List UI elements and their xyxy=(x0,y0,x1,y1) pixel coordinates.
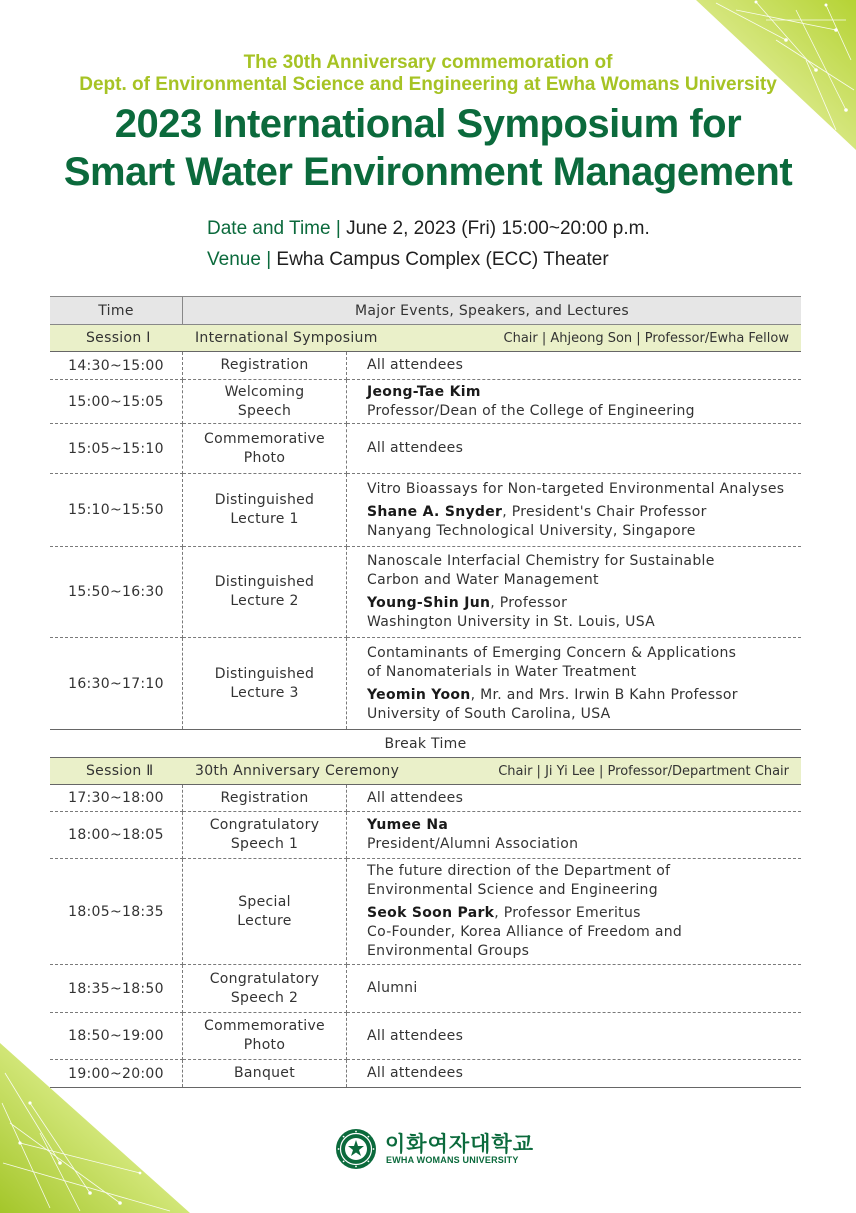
title-line-2: Smart Water Environment Management xyxy=(63,150,793,194)
speaker-name: Jeong-Tae Kim xyxy=(367,383,481,400)
time-cell: 18:05~18:35 xyxy=(50,859,183,965)
session-1-chair: Chair | Ahjeong Son | Professor/Ewha Fellow xyxy=(503,331,789,346)
speaker-affiliation: President/Alumni Association xyxy=(367,836,579,852)
session-2-row xyxy=(50,758,801,785)
session-1-name: International Symposium xyxy=(195,330,378,346)
speaker-name: Seok Soon Park xyxy=(367,905,495,921)
lecture-topic: of Nanomaterials in Water Treatment xyxy=(367,663,637,680)
event-cell: Banquet xyxy=(183,1060,347,1088)
speaker-name: Shane A. Snyder xyxy=(367,503,503,520)
time-cell: 14:30~15:00 xyxy=(50,352,183,380)
speaker-name: Yumee Na xyxy=(367,817,449,833)
speaker-line xyxy=(367,686,801,705)
time-cell: 15:05~15:10 xyxy=(50,424,183,474)
time-cell: 15:50~16:30 xyxy=(50,547,183,638)
event-cell xyxy=(183,424,347,474)
table-row xyxy=(50,812,801,859)
speaker-affiliation: Professor/Dean of the College of Engineering xyxy=(367,402,695,419)
event-line: Lecture xyxy=(237,912,292,929)
table-row xyxy=(50,785,801,812)
venue-separator: | xyxy=(266,249,272,270)
event-line: Distinguished xyxy=(214,492,315,508)
detail-cell xyxy=(347,859,802,965)
event-cell xyxy=(183,965,347,1013)
speaker-affiliation: University of South Carolina, USA xyxy=(367,705,611,722)
event-line: Speech xyxy=(237,402,292,419)
session-2-name: 30th Anniversary Ceremony xyxy=(195,763,400,779)
table-row xyxy=(50,352,801,380)
detail-cell: All attendees xyxy=(347,785,802,812)
event-cell xyxy=(183,380,347,424)
event-line: Commemorative xyxy=(204,430,325,447)
time-cell: 18:35~18:50 xyxy=(50,965,183,1013)
date-label: Date and Time xyxy=(207,218,331,239)
symposium-title xyxy=(0,100,856,196)
venue-value: Ewha Campus Complex (ECC) Theater xyxy=(276,249,609,270)
date-value: June 2, 2023 (Fri) 15:00~20:00 p.m. xyxy=(346,218,650,239)
event-line: Photo xyxy=(243,1037,286,1053)
title-line-1: 2023 International Symposium for xyxy=(114,102,742,146)
logo-english-name: EWHA WOMANS UNIVERSITY xyxy=(386,1155,519,1165)
event-line: Speech 1 xyxy=(230,836,299,852)
event-cell: Registration xyxy=(183,785,347,812)
session-1-row xyxy=(50,325,801,352)
table-row xyxy=(50,424,801,474)
header-events: Major Events, Speakers, and Lectures xyxy=(183,297,802,325)
event-line: Welcoming xyxy=(224,383,305,400)
lecture-topic: Carbon and Water Management xyxy=(367,572,599,588)
detail-cell: All attendees xyxy=(347,1013,802,1060)
logo-korean-name: 이화여자대학교 xyxy=(385,1132,535,1156)
venue-info xyxy=(207,249,609,271)
time-cell: 15:00~15:05 xyxy=(50,380,183,424)
lecture-topic: Vitro Bioassays for Non-targeted Environmental Analyses xyxy=(367,480,785,497)
event-line: Special xyxy=(238,893,291,910)
detail-cell xyxy=(347,638,802,730)
detail-cell: Alumni xyxy=(347,965,802,1013)
time-cell: 17:30~18:00 xyxy=(50,785,183,812)
event-line: Congratulatory xyxy=(209,970,320,987)
session-2-chair: Chair | Ji Yi Lee | Professor/Department Chair xyxy=(498,764,789,779)
table-row xyxy=(50,380,801,424)
table-row xyxy=(50,965,801,1013)
time-cell: 18:50~19:00 xyxy=(50,1013,183,1060)
event-cell xyxy=(183,547,347,638)
speaker-affiliation: Co-Founder, Korea Alliance of Freedom and xyxy=(367,924,683,940)
university-seal-icon xyxy=(335,1128,377,1170)
event-line: Congratulatory xyxy=(209,817,320,833)
detail-cell xyxy=(347,547,802,638)
event-cell xyxy=(183,1013,347,1060)
event-cell xyxy=(183,859,347,965)
venue-label: Venue xyxy=(207,249,261,270)
detail-cell: All attendees xyxy=(347,352,802,380)
event-line: Distinguished xyxy=(214,665,315,682)
event-line: Lecture 2 xyxy=(230,593,299,609)
time-cell: 16:30~17:10 xyxy=(50,638,183,730)
detail-cell xyxy=(347,380,802,424)
header-time: Time xyxy=(50,297,183,325)
schedule-table xyxy=(50,296,801,1088)
date-time-info xyxy=(207,218,650,240)
university-logo xyxy=(335,1128,535,1172)
speaker-affiliation: Washington University in St. Louis, USA xyxy=(367,614,656,630)
table-header-row xyxy=(50,297,801,325)
speaker-role: , President's Chair Professor xyxy=(502,503,707,520)
table-row xyxy=(50,859,801,965)
event-cell xyxy=(183,474,347,547)
speaker-affiliation: Environmental Groups xyxy=(367,943,530,959)
detail-cell: All attendees xyxy=(347,424,802,474)
event-line: Lecture 1 xyxy=(230,511,299,527)
speaker-line xyxy=(367,904,801,923)
date-separator: | xyxy=(335,218,341,239)
event-cell xyxy=(183,812,347,859)
table-row xyxy=(50,474,801,547)
detail-cell xyxy=(347,474,802,547)
speaker-role: , Professor xyxy=(490,595,568,611)
event-cell xyxy=(183,638,347,730)
detail-cell: All attendees xyxy=(347,1060,802,1088)
time-cell: 19:00~20:00 xyxy=(50,1060,183,1088)
anniversary-line-1: The 30th Anniversary commemoration of xyxy=(243,52,613,73)
event-cell: Registration xyxy=(183,352,347,380)
speaker-line xyxy=(367,503,801,522)
time-cell: 15:10~15:50 xyxy=(50,474,183,547)
time-cell: 18:00~18:05 xyxy=(50,812,183,859)
lecture-topic: Environmental Science and Engineering xyxy=(367,882,658,898)
detail-cell xyxy=(347,812,802,859)
event-line: Distinguished xyxy=(214,574,315,590)
speaker-role: , Professor Emeritus xyxy=(494,905,641,921)
speaker-name: Yeomin Yoon xyxy=(367,686,471,703)
table-row xyxy=(50,1013,801,1060)
break-label: Break Time xyxy=(50,730,801,758)
table-row xyxy=(50,1060,801,1088)
session-1-number: Session Ⅰ xyxy=(86,330,151,346)
event-line: Commemorative xyxy=(204,1018,325,1034)
speaker-name: Young-Shin Jun xyxy=(367,595,491,611)
break-row xyxy=(50,730,801,758)
lecture-topic: Contaminants of Emerging Concern & Applications xyxy=(367,644,737,661)
poster-header xyxy=(0,52,856,196)
speaker-affiliation: Nanyang Technological University, Singapore xyxy=(367,522,696,539)
speaker-line xyxy=(367,594,801,613)
session-2-number: Session Ⅱ xyxy=(86,763,154,779)
event-line: Lecture 3 xyxy=(230,684,299,701)
event-line: Speech 2 xyxy=(230,989,299,1006)
lecture-topic: Nanoscale Interfacial Chemistry for Sustainable xyxy=(367,553,715,569)
event-line: Photo xyxy=(243,449,286,466)
lecture-topic: The future direction of the Department of xyxy=(367,863,671,879)
table-row xyxy=(50,547,801,638)
speaker-role: , Mr. and Mrs. Irwin B Kahn Professor xyxy=(470,686,738,703)
table-row xyxy=(50,638,801,730)
anniversary-line-2: Dept. of Environmental Science and Engineering at Ewha Womans University xyxy=(79,74,777,95)
